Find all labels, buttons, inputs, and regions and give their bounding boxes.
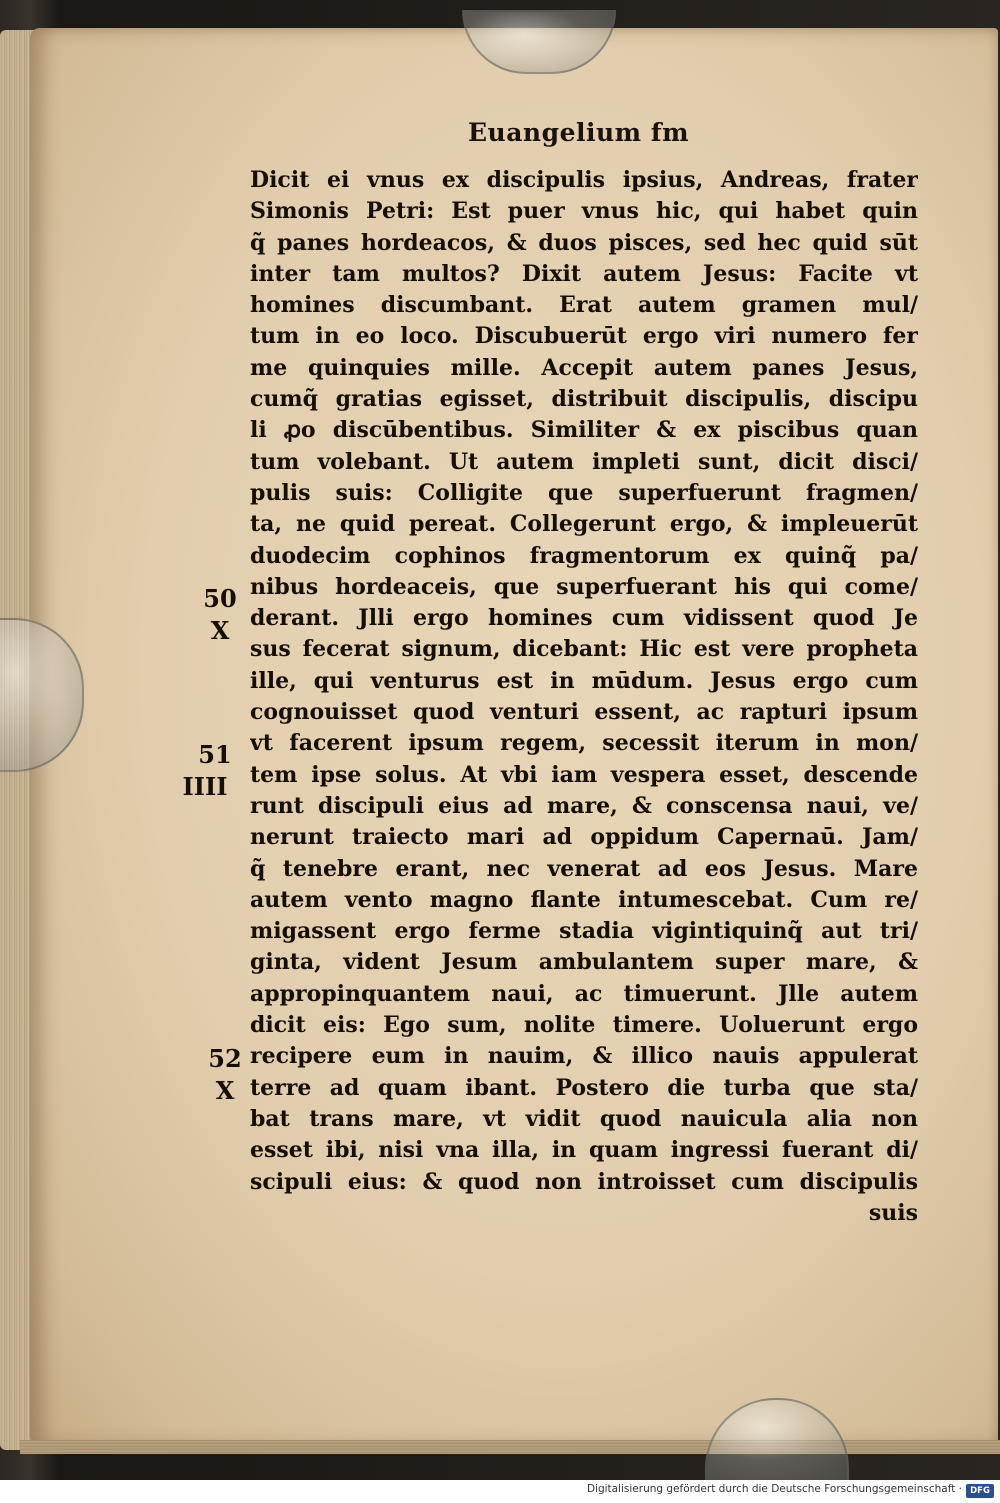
text-line: tem ipse solus. At vbi iam vespera esset, descende xyxy=(250,761,918,788)
text-line: ille, qui venturus est in mūdum. Jesus ergo cum xyxy=(250,667,918,694)
text-line: Simonis Petri: Est puer vnus hic, qui habet quin xyxy=(250,198,918,225)
text-line: ta, ne quid pereat. Collegerunt ergo, & impleuerūt xyxy=(250,511,918,538)
margin-note-section-number: 52 xyxy=(208,1044,242,1073)
margin-note-canon-number: IIII xyxy=(182,772,228,801)
funding-notice: Digitalisierung gefördert durch die Deutsche Forschungsgemeinschaft · xyxy=(586,1483,962,1495)
text-line: terre ad quam ibant. Postero die turba que sta/ xyxy=(250,1074,918,1101)
text-line: nerunt traiecto mari ad oppidum Capernaū. Jam/ xyxy=(250,824,918,851)
text-line: Dicit ei vnus ex discipulis ipsius, Andreas, frater xyxy=(250,167,918,193)
text-line: dicit eis: Ego sum, nolite timere. Uoluerunt ergo xyxy=(250,1012,918,1039)
text-line: pulis suis: Colligite que superfuerunt fragmen/ xyxy=(250,479,918,506)
text-line: q̃ panes hordeacos, & duos pisces, sed hec quid sūt xyxy=(250,229,918,256)
text-line: autem vento magno flante intumescebat. Cum re/ xyxy=(250,886,918,913)
text-line: esset ibi, nisi vna illa, in quam ingressi fuerant di/ xyxy=(250,1137,918,1164)
text-line: duodecim cophinos fragmentorum ex quinq̃ pa/ xyxy=(250,542,918,569)
text-line: nibus hordeaceis, que superfuerant his qui come/ xyxy=(250,573,918,600)
text-block xyxy=(250,165,918,1229)
text-line: inter tam multos? Dixit autem Jesus: Facite vt xyxy=(250,260,918,287)
text-line: recipere eum in nauim, & illico nauis appulerat xyxy=(250,1043,918,1070)
margin-note-canon-number: X xyxy=(215,1076,235,1105)
text-line: runt discipuli eius ad mare, & conscensa naui, ve/ xyxy=(250,792,918,819)
catchword: suis xyxy=(868,1199,918,1226)
text-line: scipuli eius: & quod non introisset cum discipulis xyxy=(250,1168,918,1195)
margin-note-section-number: 51 xyxy=(198,740,232,769)
text-line: derant. Jlli ergo homines cum vidissent quod Je xyxy=(250,605,918,632)
text-line: sus fecerat signum, dicebant: Hic est vere propheta xyxy=(250,636,918,663)
text-line: q̃ tenebre erant, nec venerat ad eos Jesus. Mare xyxy=(250,855,918,882)
margin-note-canon-number: X xyxy=(210,616,230,645)
text-line: me quinquies mille. Accepit autem panes Jesus, xyxy=(250,354,918,381)
text-line: li ꝓo discūbentibus. Similiter & ex piscibus quan xyxy=(250,417,918,444)
text-line: cumq̃ gratias egisset, distribuit discipulis, discipu xyxy=(250,386,918,413)
text-line: appropinquantem naui, ac timuerunt. Jlle autem xyxy=(250,980,918,1007)
text-line: vt facerent ipsum regem, secessit iterum in mon/ xyxy=(250,730,918,757)
margin-note-section-number: 50 xyxy=(203,584,237,613)
text-line: cognouisset quod venturi essent, ac rapturi ipsum xyxy=(250,699,918,726)
text-line: bat trans mare, vt vidit quod nauicula alia non xyxy=(250,1105,918,1132)
text-line: ginta, vident Jesum ambulantem super mare, & xyxy=(250,949,918,976)
text-line: homines discumbant. Erat autem gramen mul/ xyxy=(250,292,918,319)
bottom-page-edges xyxy=(20,1440,1000,1454)
running-head: Euangelium fm xyxy=(468,118,690,147)
text-line: tum in eo loco. Discubuerūt ergo viri numero fer xyxy=(250,323,918,350)
text-line: migassent ergo ferme stadia vigintiquinq̃ aut tri/ xyxy=(250,918,918,945)
dfg-logo-icon: DFG xyxy=(966,1484,994,1498)
footer-bar xyxy=(0,1480,1000,1503)
text-line: tum volebant. Ut autem impleti sunt, dicit disci/ xyxy=(250,448,918,475)
